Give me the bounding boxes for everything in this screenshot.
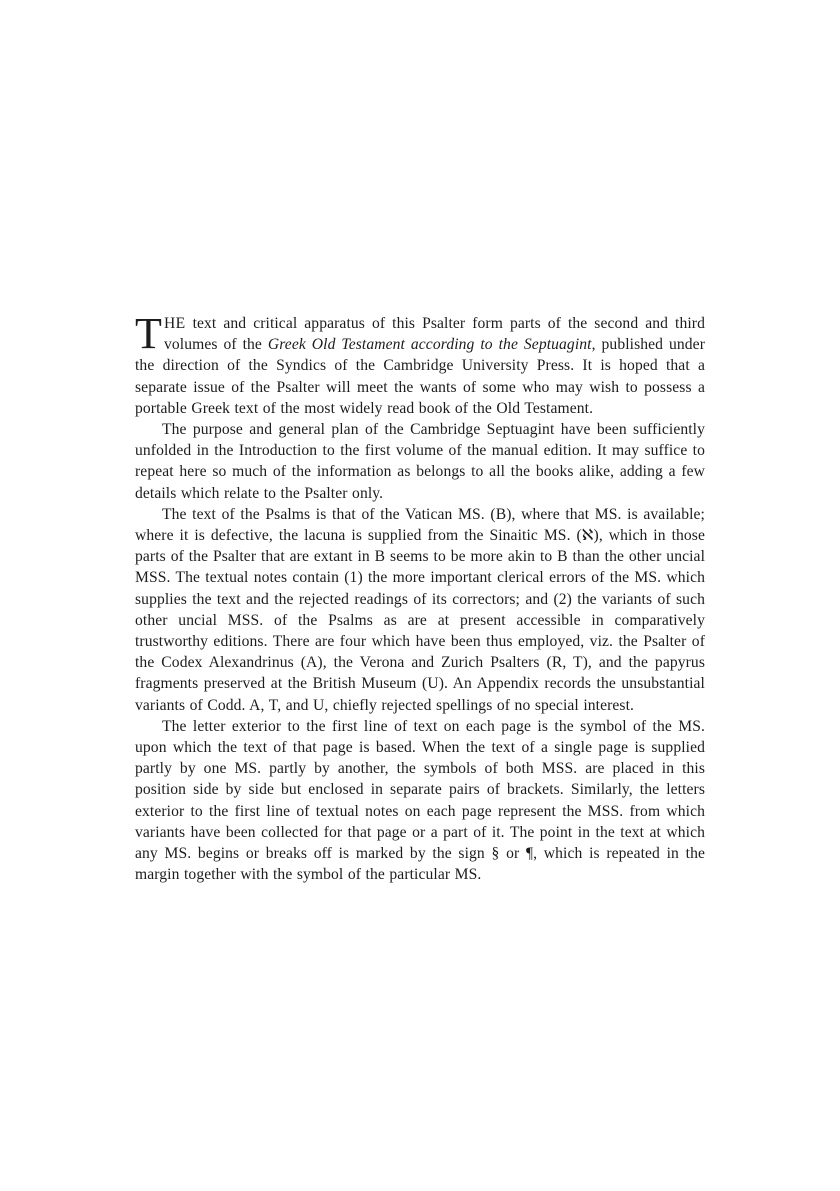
preface-text bbox=[135, 309, 706, 885]
paragraph-1-text-b: , published under the direction of the Syndics of the Cambridge University Press. It is hoped that a separate issue of the Psalter will meet the wants of some who may wish to possess a portable Greek text of the most widely read book of the Old Testament. bbox=[135, 336, 706, 417]
paragraph-4: The letter exterior to the first line of text on each page is the symbol of the MS. upon which the text of that page is based. When the text of a single page is supplied partly by one MS. partly by another, the symbols of both MSS. are placed in this position side by side but enclosed in separate pairs of brackets. Similarly, the letters exterior to the first line of textual notes on each page represent the MSS. from which variants have been collected for that page or a part of it. The point in the text at which any MS. begins or breaks off is marked by the sign § or ¶, which is repeated in the margin together with the symbol of the particular MS. bbox=[135, 717, 705, 884]
drop-cap: T bbox=[135, 309, 162, 358]
paragraph-1-text-a: text and critical apparatus of this Psalter form parts of the second and third volumes of the bbox=[163, 315, 705, 354]
paragraph-2: The purpose and general plan of the Cambridge Septuagint have been sufficiently unfolded in the Introduction to the first volume of the manual edition. It may suffice to repeat here so much of the information as belongs to all the books alike, adding a few details which relate to the Psalter only. bbox=[135, 421, 705, 502]
lead-caps: HE bbox=[163, 315, 186, 332]
paragraph-1 bbox=[135, 309, 706, 419]
paragraph-3: The text of the Psalms is that of the Vatican MS. (B), where that MS. is available; where it is defective, the lacuna is supplied from the Sinaitic MS. (ℵ), which in those parts of the Psalter that are extant in B seems to be more akin to B than the other uncial MSS. The textual notes contain (1) the more important clerical errors of the MS. which supplies the text and the rejected readings of its correctors; and (2) the variants of such other uncial MSS. of the Psalms as are at present accessible in comparatively trustworthy editions. There are four which have been thus employed, viz. the Psalter of the Codex Alexandrinus (A), the Verona and Zurich Psalters (R, T), and the papyrus fragments preserved at the British Museum (U). An Appendix records the unsubstantial variants of Codd. A, T, and U, chiefly rejected spellings of no special interest. bbox=[135, 505, 705, 714]
book-title-italic: Greek Old Testament according to the Septuagint bbox=[267, 336, 592, 354]
